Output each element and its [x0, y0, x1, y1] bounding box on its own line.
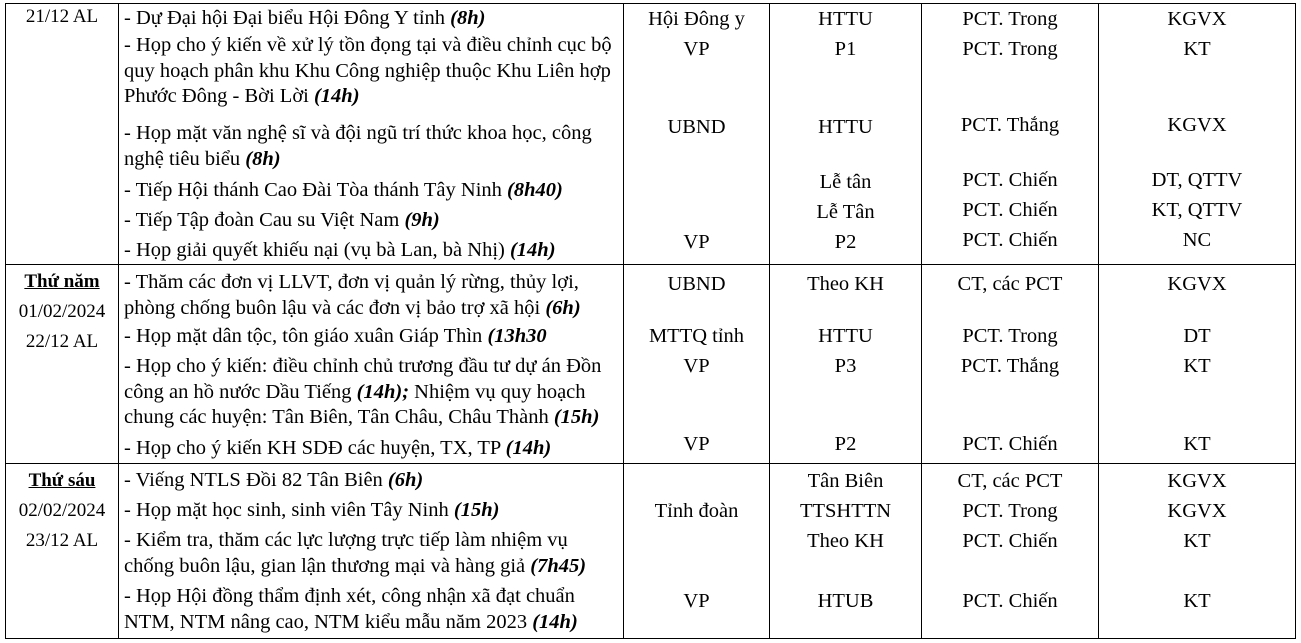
lead-value: PCT. Chiến [962, 590, 1058, 612]
dept-cell [1099, 464, 1296, 639]
dept-value: KT [1183, 433, 1211, 455]
dept-cell [1099, 265, 1296, 464]
dept-value: KT [1183, 355, 1211, 377]
weekday: Thứ sáu [28, 470, 96, 491]
lead-value: PCT. Chiến [962, 530, 1058, 552]
dept-cell [1099, 4, 1296, 265]
place-value: HTUB [817, 590, 874, 612]
host-value: VP [683, 231, 710, 253]
list-item: - Viếng NTLS Đồi 82 Tân Biên (6h) [124, 469, 424, 491]
lead-value: PCT. Trong [962, 500, 1058, 522]
list-item: - Họp mặt văn nghệ sĩ và đội ngũ trí thức khoa học, công nghệ tiêu biểu (8h) [124, 122, 592, 170]
place-value: Theo KH [807, 273, 884, 295]
host-value [624, 466, 769, 496]
lunar-date: 21/12 AL [25, 6, 99, 27]
host-value: VP [683, 355, 710, 377]
list-item: - Họp giải quyết khiếu nại (vụ bà Lan, bà Nhị) (14h) [124, 239, 556, 261]
host-cell [624, 464, 770, 639]
lead-cell [922, 4, 1099, 265]
dept-value: DT, QTTV [1151, 169, 1243, 191]
place-value: P2 [834, 231, 857, 253]
lead-value: CT, các PCT [957, 470, 1063, 492]
place-value: P1 [834, 38, 857, 60]
list-item: - Kiểm tra, thăm các lực lượng trực tiếp làm nhiệm vụ chống buôn lậu, gian lận thương mại và hàng giả (7h45) [124, 529, 587, 577]
dept-value: KT, QTTV [1151, 199, 1243, 221]
table-row [6, 4, 1296, 265]
dept-value: KGVX [1167, 470, 1227, 492]
dept-value: KGVX [1167, 8, 1227, 30]
content-cell [119, 464, 624, 639]
place-value: Tân Biên [807, 470, 884, 492]
dept-value: KT [1183, 590, 1211, 612]
host-value: MTTQ tỉnh [648, 325, 745, 347]
lead-value: PCT. Chiến [962, 199, 1058, 221]
host-value: UBND [667, 116, 726, 138]
lead-cell [922, 265, 1099, 464]
host-value: Hội Đông y [648, 8, 745, 30]
lead-value: PCT. Trong [962, 8, 1058, 30]
host-value: VP [683, 433, 710, 455]
lead-value: CT, các PCT [957, 273, 1063, 295]
solar-date: 02/02/2024 [18, 500, 106, 521]
lead-value: PCT. Chiến [962, 433, 1058, 455]
lead-value: PCT. Thắng [960, 114, 1060, 136]
content-cell [119, 4, 624, 265]
solar-date: 01/02/2024 [18, 301, 106, 322]
place-value: HTTU [818, 325, 873, 347]
lead-cell [922, 464, 1099, 639]
host-value: UBND [667, 273, 726, 295]
dept-value: NC [1182, 229, 1212, 251]
host-value: Tỉnh đoàn [654, 500, 739, 522]
place-value: Lễ Tân [816, 201, 875, 223]
host-value: VP [683, 590, 710, 612]
place-value: P2 [834, 433, 857, 455]
place-cell [770, 464, 922, 639]
content-cell [119, 265, 624, 464]
place-value: Lễ tân [819, 171, 872, 193]
place-value: P3 [834, 355, 857, 377]
table-row [6, 265, 1296, 464]
place-value: Theo KH [807, 530, 884, 552]
list-item: - Họp cho ý kiến: điều chỉnh chủ trương đầu tư dự án Đồn công an hồ nước Dầu Tiếng (14h); Nhiệm vụ quy hoạch chung các huyện: Tân Biên, Tân Châu, Châu Thành (15h) [124, 355, 602, 428]
place-cell [770, 265, 922, 464]
lunar-date: 22/12 AL [25, 331, 99, 352]
lead-value: PCT. Trong [962, 38, 1058, 60]
date-cell [6, 464, 119, 639]
place-value: HTTU [818, 8, 873, 30]
list-item: - Họp cho ý kiến KH SDĐ các huyện, TX, TP (14h) [124, 437, 552, 459]
host-cell [624, 265, 770, 464]
dept-value: KGVX [1167, 114, 1227, 136]
dept-value: KGVX [1167, 273, 1227, 295]
schedule-table [5, 3, 1296, 639]
host-value [624, 526, 769, 586]
lunar-date: 23/12 AL [25, 530, 99, 551]
list-item: - Tiếp Hội thánh Cao Đài Tòa thánh Tây Ninh (8h40) [124, 179, 563, 201]
lead-value: PCT. Trong [962, 325, 1058, 347]
list-item: - Thăm các đơn vị LLVT, đơn vị quản lý rừng, thủy lợi, phòng chống buôn lậu và các đơn vị bảo trợ xã hội (6h) [124, 271, 581, 319]
list-item: - Dự Đại hội Đại biểu Hội Đông Y tỉnh (8h) [124, 7, 486, 29]
lead-value: PCT. Chiến [962, 169, 1058, 191]
list-item: - Tiếp Tập đoàn Cau su Việt Nam (9h) [124, 209, 440, 231]
place-cell [770, 4, 922, 265]
place-value: HTTU [818, 116, 873, 138]
dept-value: KGVX [1167, 500, 1227, 522]
list-item: - Họp mặt dân tộc, tôn giáo xuân Giáp Thìn (13h30 [124, 325, 547, 347]
dept-value: DT [1183, 325, 1211, 347]
host-cell [624, 4, 770, 265]
list-item: - Họp mặt học sinh, sinh viên Tây Ninh (15h) [124, 499, 500, 521]
dept-value: KT [1183, 530, 1211, 552]
host-value: VP [683, 38, 710, 60]
list-item: - Họp cho ý kiến về xử lý tồn đọng tại và điều chỉnh cục bộ quy hoạch phân khu Khu Công nghiệp thuộc Khu Liên hợp Phước Đông - Bời Lời (14h) [124, 34, 612, 107]
lead-value: PCT. Thắng [960, 355, 1060, 377]
lead-value: PCT. Chiến [962, 229, 1058, 251]
list-item: - Họp Hội đồng thẩm định xét, công nhận xã đạt chuẩn NTM, NTM nâng cao, NTM kiểu mẫu năm 2023 (14h) [124, 585, 578, 633]
table-row [6, 464, 1296, 639]
dept-value: KT [1183, 38, 1211, 60]
weekday: Thứ năm [24, 271, 100, 292]
date-cell [6, 4, 119, 265]
place-value: TTSHTTN [799, 500, 892, 522]
date-cell [6, 265, 119, 464]
